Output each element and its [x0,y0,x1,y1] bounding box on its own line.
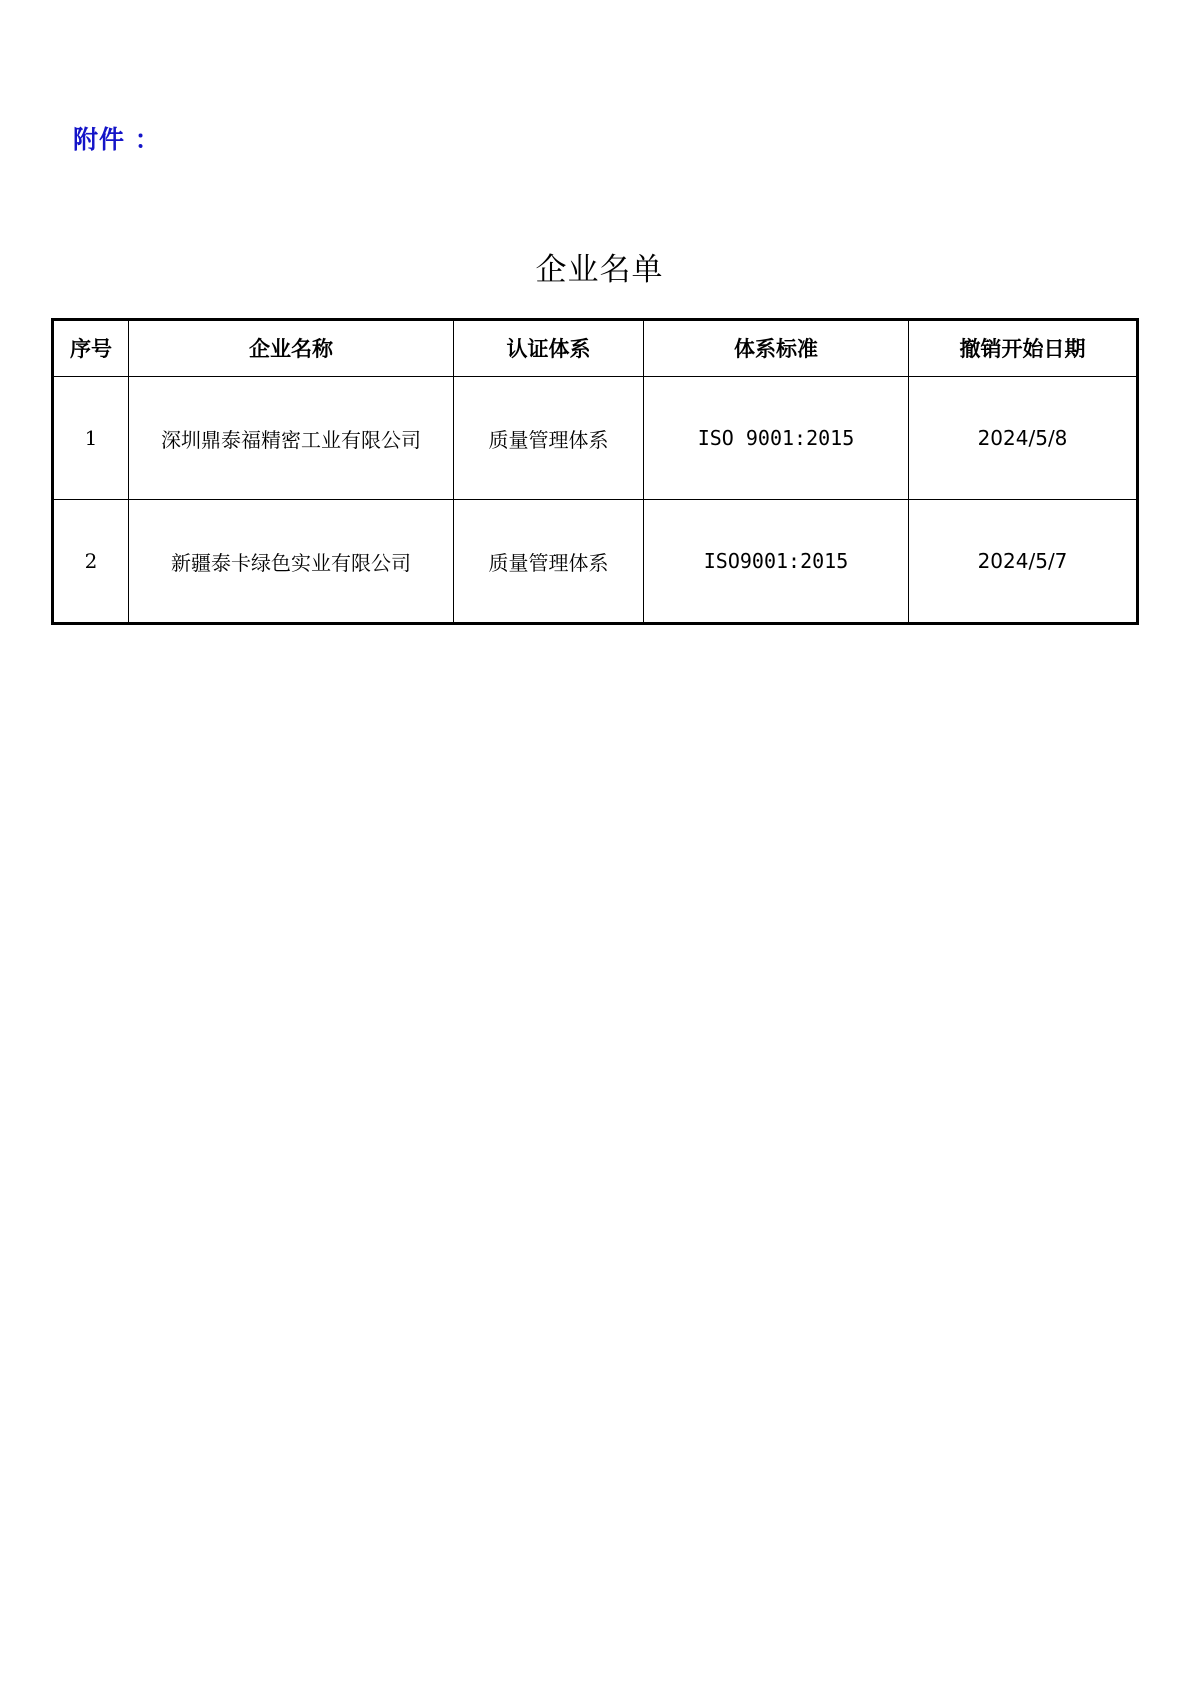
cell-company-name: 新疆泰卡绿色实业有限公司 [129,500,454,624]
cell-system-standard: ISO9001:2015 [644,500,909,624]
cell-index: 1 [53,377,129,500]
cell-revocation-date: 2024/5/7 [909,500,1138,624]
column-header-index: 序号 [53,320,129,377]
column-header-company: 企业名称 [129,320,454,377]
table-row [53,500,1138,624]
document-title: 企业名单 [535,252,664,288]
column-header-standard: 体系标准 [644,320,909,377]
cell-company-name: 深圳鼎泰福精密工业有限公司 [129,377,454,500]
column-header-system: 认证体系 [454,320,644,377]
cell-index: 2 [53,500,129,624]
attachment-label: 附件 ： [73,125,161,154]
cell-certification-system: 质量管理体系 [454,377,644,500]
table-header-row [53,320,1138,377]
table-row [53,377,1138,500]
cell-certification-system: 质量管理体系 [454,500,644,624]
company-list-table [51,318,1139,625]
cell-revocation-date: 2024/5/8 [909,377,1138,500]
cell-system-standard: ISO 9001:2015 [644,377,909,500]
column-header-revocation-date: 撤销开始日期 [909,320,1138,377]
